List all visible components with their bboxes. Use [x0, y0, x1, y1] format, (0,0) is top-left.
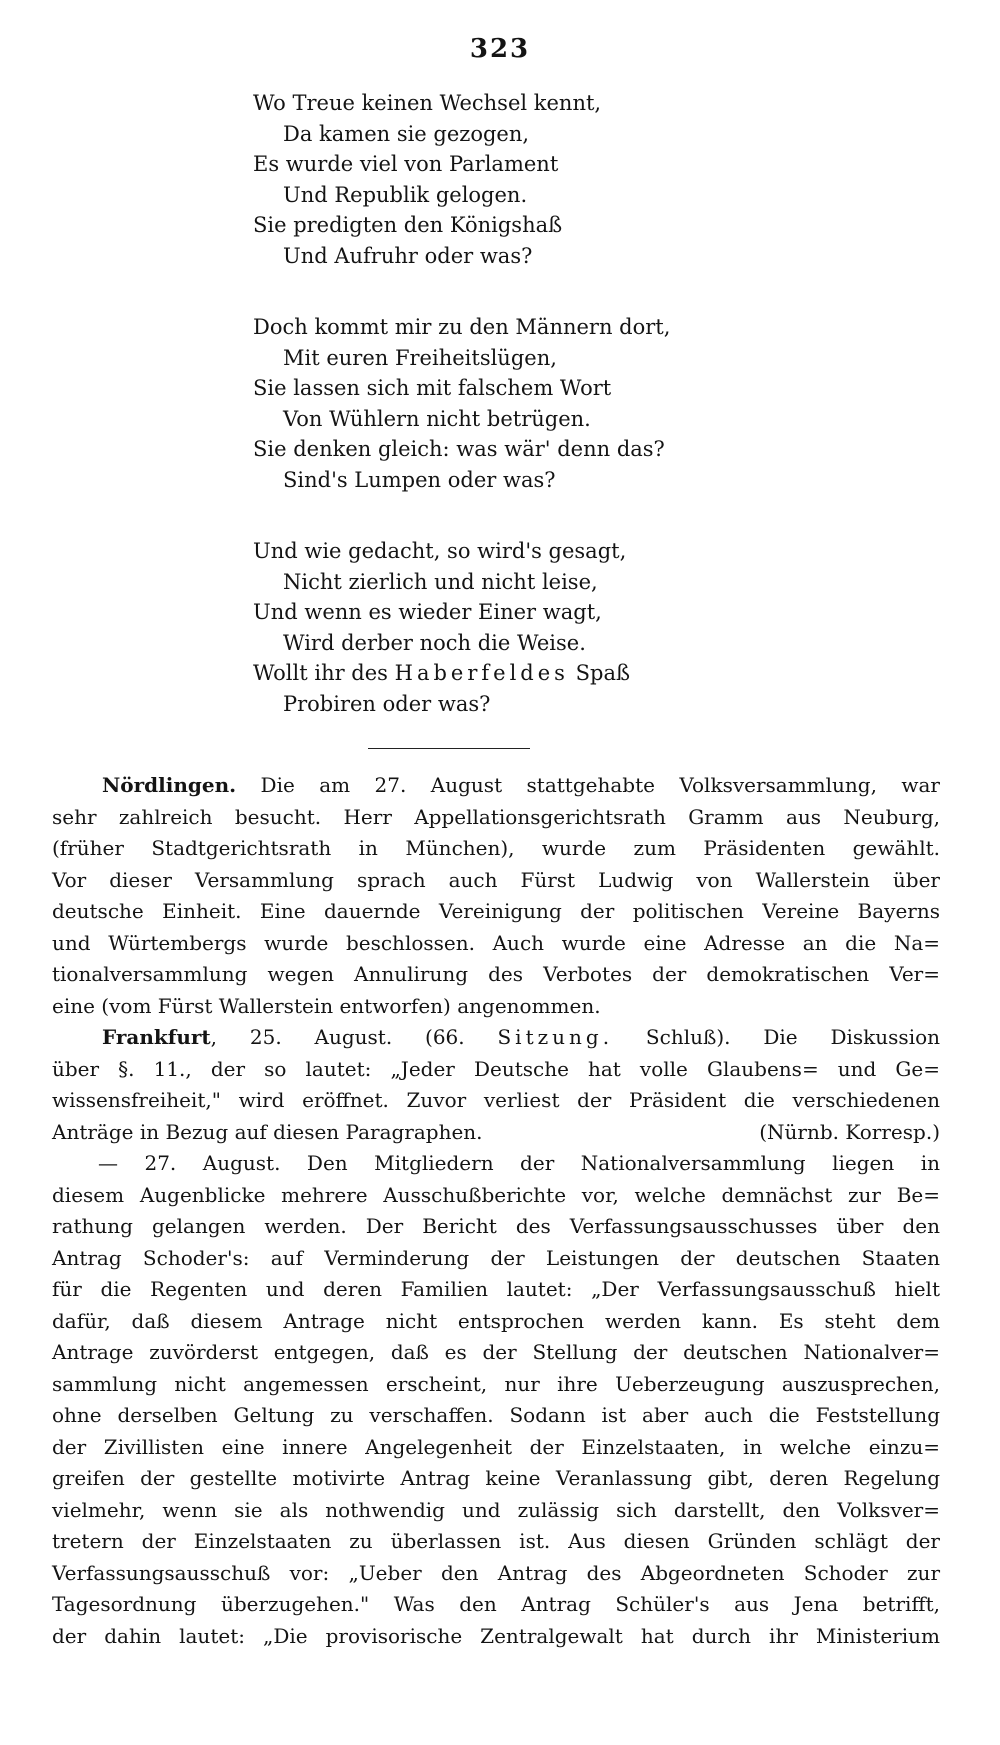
paragraph-line: der Zivillisten eine innere Angelegenheit der Einzelstaaten, in welche einzu=: [52, 1434, 940, 1459]
place-heading: Frankfurt: [102, 1025, 211, 1049]
paragraph-line: Tagesordnung überzugehen." Was den Antrag Schüler's aus Jena betrifft,: [52, 1592, 940, 1616]
session-word: Sitzung.: [497, 1025, 614, 1049]
verse-line: Und Republik gelogen.: [283, 182, 528, 207]
paragraph-text: Den Mitgliedern der Nationalversammlung liegen in: [306, 1151, 940, 1175]
paragraph-line: Verfassungsausschuß vor: „Ueber den Antrag des Abgeordneten Schoder zur: [52, 1560, 940, 1585]
verse-line: Sie denken gleich: was wär' denn das?: [253, 437, 665, 461]
paragraph-line: wissensfreiheit," wird eröffnet. Zuvor verliest der Präsident die verschiedenen: [52, 1088, 940, 1112]
paragraph-line: greifen der gestellte motivirte Antrag keine Veranlassung gibt, deren Regelung: [52, 1466, 940, 1490]
paragraph-line: Antrage zuvörderst entgegen, daß es der Stellung der deutschen Nationalver=: [52, 1340, 940, 1364]
verse-line: Sie predigten den Königshaß: [253, 213, 563, 237]
verse-line: Und wenn es wieder Einer wagt,: [253, 600, 602, 624]
source-reference: (Nürnb. Korresp.): [759, 1119, 940, 1144]
paragraph-text: Die Diskussion: [763, 1025, 941, 1049]
poem: [253, 88, 813, 760]
verse-line: Es wurde viel von Parlament: [253, 152, 559, 176]
verse-line: [253, 658, 813, 689]
date-text: , 25. August.: [210, 1025, 393, 1049]
session-end: Schluß).: [645, 1025, 731, 1049]
verse-line: Wo Treue keinen Wechsel kennt,: [253, 91, 602, 115]
paragraph-line: [52, 1148, 940, 1180]
verse-line: Nicht zierlich und nicht leise,: [283, 569, 598, 594]
paragraph-line: tionalversammlung wegen Annulirung des Verbotes der demokratischen Ver=: [52, 962, 940, 986]
paragraph-line: tretern der Einzelstaaten zu überlassen ist. Aus diesen Gründen schlägt der: [52, 1529, 940, 1553]
poem-stanza-3: [253, 536, 813, 719]
paragraph-line: rathung gelangen werden. Der Bericht des Verfassungsausschusses über den: [52, 1214, 940, 1238]
paragraph-line: [52, 1117, 940, 1149]
paragraph-line: diesem Augenblicke mehrere Ausschußberichte vor, welche demnächst zur Be=: [52, 1182, 940, 1207]
verse-line: Von Wühlern nicht betrügen.: [283, 406, 591, 431]
verse-emphasis: Haberfeldes: [394, 661, 569, 685]
paragraph-line: Antrag Schoder's: auf Verminderung der Leistungen der deutschen Staaten: [52, 1245, 940, 1270]
paragraph-line: über §. 11., der so lautet: „Jeder Deutsche hat volle Glaubens= und Ge=: [52, 1056, 940, 1081]
date-text: — 27. August.: [98, 1151, 281, 1175]
paragraph-line: vielmehr, wenn sie als nothwendig und zulässig sich darstellt, den Volksver=: [52, 1497, 940, 1522]
verse-line: Mit euren Freiheitslügen,: [283, 345, 557, 370]
paragraph-line: sehr zahlreich besucht. Herr Appellationsgerichtsrath Gramm aus Neuburg,: [52, 804, 940, 829]
verse-line: Und Aufruhr oder was?: [283, 243, 533, 268]
paragraph-line: [52, 770, 940, 802]
paragraph-text: Die am 27. August stattgehabte Volksversammlung, war: [260, 773, 940, 797]
place-heading: Nördlingen.: [102, 773, 237, 797]
paragraph-line: [52, 1022, 940, 1054]
paragraph-line: sammlung nicht angemessen erscheint, nur ihre Ueberzeugung auszusprechen,: [52, 1371, 940, 1396]
paragraph-line: dafür, daß diesem Antrage nicht entsprochen werden kann. Es steht dem: [52, 1308, 940, 1333]
verse-line: Probiren oder was?: [283, 691, 491, 716]
news-section: [52, 770, 940, 1652]
session-text: (66.: [425, 1025, 465, 1049]
paragraph-text: Anträge in Bezug auf diesen Paragraphen.: [52, 1119, 483, 1144]
verse-line: Sie lassen sich mit falschem Wort: [253, 376, 612, 400]
verse-line: Da kamen sie gezogen,: [283, 121, 530, 146]
page-number: 323: [469, 34, 531, 64]
poem-stanza-1: [253, 88, 813, 271]
paragraph-line: der dahin lautet: „Die provisorische Zentralgewalt hat durch ihr Ministerium: [52, 1623, 940, 1648]
paragraph-line: eine (vom Fürst Wallerstein entworfen) angenommen.: [52, 993, 601, 1018]
verse-text: Spaß: [575, 661, 631, 685]
paragraph-line: (früher Stadtgerichtsrath in München), wurde zum Präsidenten gewählt.: [52, 836, 940, 860]
verse-line: Sind's Lumpen oder was?: [283, 467, 556, 492]
paragraph-line: Vor dieser Versammlung sprach auch Fürst Ludwig von Wallerstein über: [52, 867, 940, 892]
verse-text: Wollt ihr des: [253, 661, 388, 685]
verse-line: Und wie gedacht, so wird's gesagt,: [253, 539, 627, 563]
section-divider: [368, 748, 530, 749]
paragraph-line: und Würtembergs wurde beschlossen. Auch wurde eine Adresse an die Na=: [52, 930, 940, 955]
paragraph-line: deutsche Einheit. Eine dauernde Vereinigung der politischen Vereine Bayerns: [52, 899, 940, 923]
paragraph-line: ohne derselben Geltung zu verschaffen. Sodann ist aber auch die Feststellung: [52, 1403, 940, 1427]
poem-stanza-2: [253, 312, 813, 495]
paragraph-line: für die Regenten und deren Familien lautet: „Der Verfassungsausschuß hielt: [52, 1277, 940, 1301]
verse-line: Wird derber noch die Weise.: [283, 630, 586, 655]
verse-line: Doch kommt mir zu den Männern dort,: [253, 315, 671, 339]
